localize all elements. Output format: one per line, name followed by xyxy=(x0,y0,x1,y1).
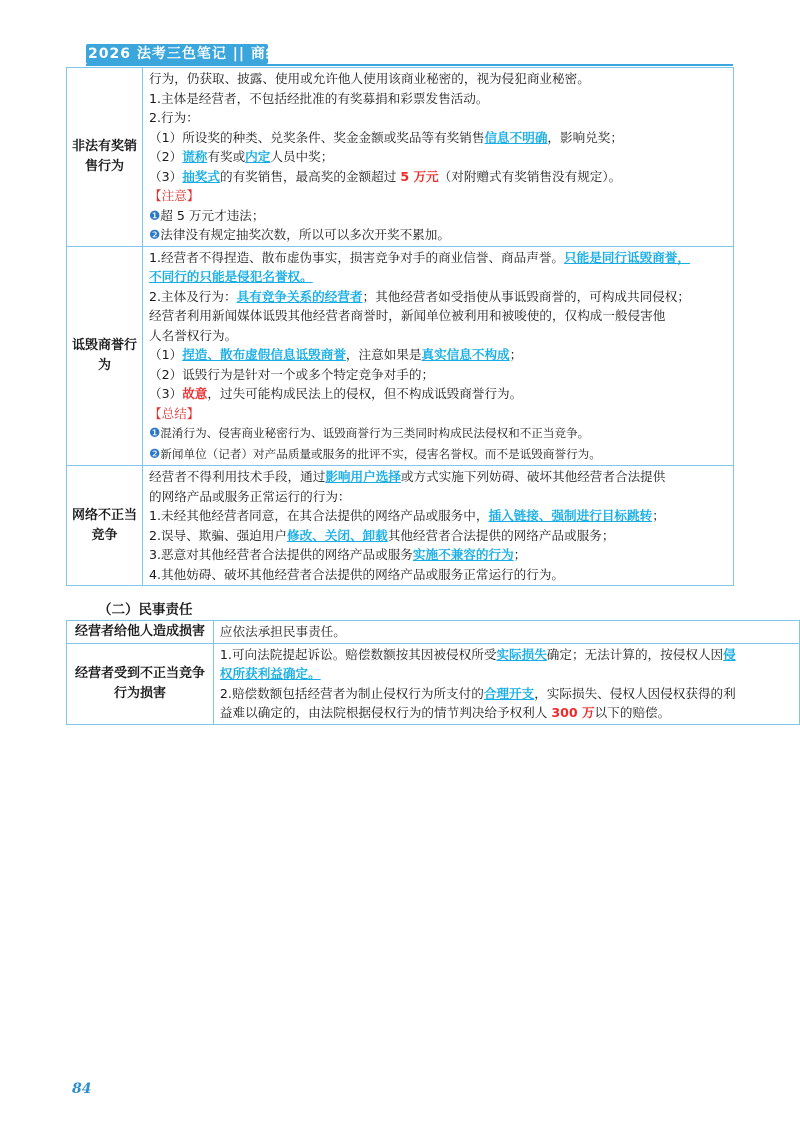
text-segment: ，影响兑奖； xyxy=(547,129,623,145)
emphasis-text: 故意 xyxy=(182,386,208,401)
text-line xyxy=(149,384,727,404)
text-segment: 的网络产品或服务正常运行的行为： xyxy=(149,488,351,504)
text-segment: （3） xyxy=(149,168,183,184)
text-line xyxy=(149,147,727,167)
text-segment: 经营者不得利用技术手段，通过 xyxy=(149,469,326,484)
header-underline xyxy=(86,64,733,66)
highlight-text: 捏造、散布虚假信息诋毁商誉 xyxy=(182,347,346,362)
text-line xyxy=(149,487,727,507)
text-line xyxy=(220,664,793,684)
emphasis-text: 300 万 xyxy=(551,705,595,720)
highlight-text: 影响用户选择 xyxy=(325,469,401,484)
text-segment: ❶ xyxy=(149,207,161,223)
table-row xyxy=(67,68,734,247)
text-segment: 2.误导、欺骗、强迫用户 xyxy=(149,527,287,543)
text-line xyxy=(149,365,727,385)
text-segment: ❷ xyxy=(149,445,161,461)
text-line xyxy=(149,186,727,206)
highlight-text: 信息不明确 xyxy=(484,129,548,145)
highlight-text: 内定 xyxy=(245,149,271,164)
section-title-civil-liability: （二）民事责任 xyxy=(98,602,193,618)
highlight-text: 不同行的只能是侵犯名誉权。 xyxy=(149,269,313,284)
text-segment: 以下的赔偿。 xyxy=(594,705,671,720)
text-segment: 1.经营者不得捏造、散布虚伪事实，损害竞争对手的商业信誉、商品声誉。 xyxy=(149,249,565,265)
text-segment: （对附赠式有奖销售没有规定）。 xyxy=(438,168,622,184)
text-segment: 4.其他妨碍、破坏其他经营者合法提供的网络产品或服务正常运行的行为。 xyxy=(149,566,565,582)
text-segment: ； xyxy=(513,547,527,562)
highlight-text: 真实信息不构成 xyxy=(421,347,510,362)
row-label: 网络不正当竞争 xyxy=(67,466,143,586)
row-label: 诋毁商誉行为 xyxy=(67,246,143,466)
text-line xyxy=(149,345,727,365)
text-segment: 【总结】 xyxy=(149,405,200,421)
text-segment: ，注意如果是 xyxy=(345,347,422,362)
table-row xyxy=(67,621,800,644)
text-line xyxy=(149,128,727,148)
highlight-text: 谎称 xyxy=(182,149,208,164)
text-segment: （3） xyxy=(149,386,183,401)
text-segment: 2.主体及行为： xyxy=(149,288,237,304)
highlight-text: 合理开支 xyxy=(483,685,535,701)
text-segment: （2） xyxy=(149,149,183,164)
text-line xyxy=(149,565,727,585)
text-line xyxy=(149,467,727,487)
highlight-text: 具有竞争关系的经营者 xyxy=(236,288,363,304)
row-label: 经营者给他人造成损害 xyxy=(67,621,214,644)
highlight-text: 侵 xyxy=(723,646,736,662)
text-segment: 2.行为： xyxy=(149,110,199,125)
highlight-text: 插入链接、强制进行目标跳转 xyxy=(488,508,653,523)
text-line xyxy=(149,444,727,465)
text-line xyxy=(220,703,793,723)
text-segment: 或方式实施下列妨碍、破坏其他经营者合法提供 xyxy=(400,469,666,484)
text-line xyxy=(149,108,727,128)
text-segment: 经营者利用新闻媒体诋毁其他经营者商誉时，新闻单位被利用和被唆使的，仅构成一般侵害他 xyxy=(149,308,666,323)
emphasis-text: 5 万元 xyxy=(400,168,439,184)
page-number: 84 xyxy=(72,1081,92,1097)
row-content xyxy=(213,643,799,724)
highlight-text: 实施不兼容的行为 xyxy=(412,547,514,562)
text-segment: 1.可向法院提起诉讼。赔偿数额按其因被侵权所受 xyxy=(219,646,497,662)
table-row xyxy=(67,643,800,724)
row-content xyxy=(143,68,734,247)
text-segment: 1.主体是经营者，不包括经批准的有奖募捐和彩票发售活动。 xyxy=(149,90,489,106)
text-segment: ，过失可能构成民法上的侵权，但不构成诋毁商誉行为。 xyxy=(207,386,523,401)
text-line xyxy=(149,248,727,268)
text-segment: 的有奖销售，最高奖的金额超过 xyxy=(219,168,401,184)
text-segment: （1）所设奖的种类、兑奖条件、奖金金额或奖品等有奖销售 xyxy=(149,129,485,145)
text-line xyxy=(149,404,727,424)
text-segment: ，实际损失、侵权人因侵权获得的利 xyxy=(534,685,736,701)
text-line xyxy=(149,287,727,307)
text-segment: 行为，仍获取、披露、使用或允许他人使用该商业秘密的，视为侵犯商业秘密。 xyxy=(149,71,590,86)
highlight-text: 权所获利益确定。 xyxy=(219,666,321,681)
highlight-text: 只能是同行诋毁商誉， xyxy=(564,249,690,265)
highlight-text: 实际损失 xyxy=(496,646,547,662)
highlight-text: 修改、关闭、卸载 xyxy=(286,527,388,543)
text-line xyxy=(149,206,727,226)
text-segment: 其他经营者合法提供的网络产品或服务； xyxy=(387,527,615,543)
row-label: 经营者受到不正当竞争行为损害 xyxy=(67,643,214,724)
text-segment: 益难以确定的，由法院根据侵权行为的情节判决给予权利人 xyxy=(219,705,552,720)
text-segment: 【注意】 xyxy=(149,188,200,203)
text-line xyxy=(149,225,727,245)
table-row xyxy=(67,246,734,466)
text-segment: （1） xyxy=(149,347,183,362)
text-line xyxy=(149,306,727,326)
row-content xyxy=(143,466,734,586)
text-line: 应依法承担民事责任。 xyxy=(219,624,346,639)
row-content xyxy=(143,246,734,466)
text-segment: 2.赔偿数额包括经营者为制止侵权行为所支付的 xyxy=(219,685,484,701)
text-segment: 超 5 万元才违法； xyxy=(160,207,265,223)
text-line xyxy=(149,167,727,187)
text-line xyxy=(149,423,727,444)
conduct-table xyxy=(66,67,734,586)
text-segment: 人员中奖； xyxy=(270,149,334,164)
text-segment: ；其他经营者如受指使从事诋毁商誉的，可构成共同侵权； xyxy=(362,288,690,304)
text-line xyxy=(220,645,793,665)
text-segment: 混淆行为、侵害商业秘密行为、诋毁商誉行为三类同时构成民法侵权和不正当竞争。 xyxy=(160,426,590,440)
text-line xyxy=(220,684,793,704)
row-label: 非法有奖销售行为 xyxy=(67,68,143,247)
text-segment: 新闻单位（记者）对产品质量或服务的批评不实，侵害名誉权。而不是诋毁商誉行为。 xyxy=(160,446,601,461)
text-segment: 3.恶意对其他经营者合法提供的网络产品或服务 xyxy=(149,547,413,562)
row-content xyxy=(213,621,799,644)
text-segment: 人名誉权行为。 xyxy=(149,327,238,343)
text-line xyxy=(149,326,727,346)
table-row xyxy=(67,466,734,586)
page-header-title: 2026 法考三色笔记 || 商经 xyxy=(88,46,281,62)
text-segment: ； xyxy=(509,347,523,362)
text-line xyxy=(149,267,727,287)
text-segment: 有奖或 xyxy=(207,149,246,164)
text-segment: 法律没有规定抽奖次数，所以可以多次开奖不累加。 xyxy=(160,227,450,242)
text-segment: ❷ xyxy=(149,227,161,242)
text-line xyxy=(149,506,727,526)
text-segment: ❶ xyxy=(149,425,161,440)
text-line xyxy=(149,69,727,89)
text-segment: 确定；无法计算的，按侵权人因 xyxy=(546,646,724,662)
text-segment: （2）诋毁行为是针对一个或多个特定竞争对手的； xyxy=(149,366,435,382)
text-line xyxy=(149,545,727,565)
text-segment: 1.未经其他经营者同意，在其合法提供的网络产品或服务中， xyxy=(149,508,489,523)
text-line xyxy=(149,89,727,109)
text-segment: ； xyxy=(652,508,665,523)
civil-liability-table xyxy=(66,620,800,725)
text-line xyxy=(149,526,727,546)
highlight-text: 抽奖式 xyxy=(182,168,220,184)
